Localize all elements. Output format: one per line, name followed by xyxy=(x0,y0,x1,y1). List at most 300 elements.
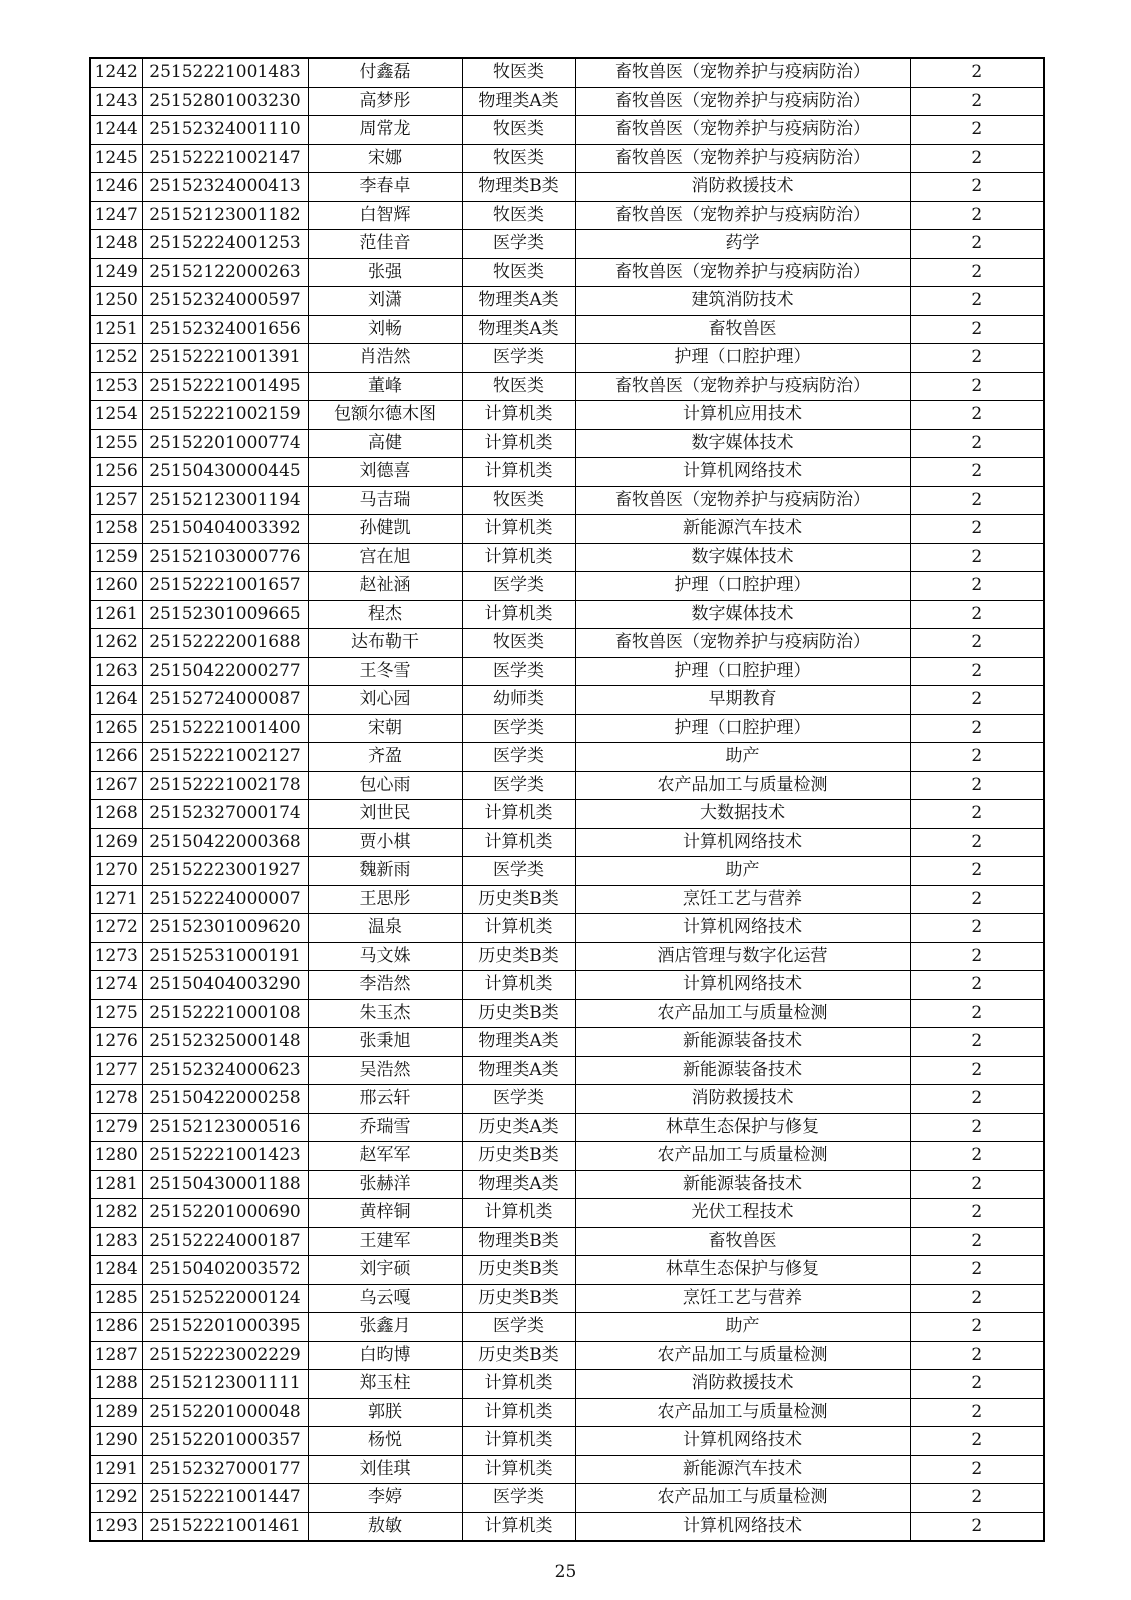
major-cell: 助产 xyxy=(575,1313,910,1342)
table-row xyxy=(90,372,1044,401)
count-cell: 2 xyxy=(910,458,1044,487)
category-cell: 计算机类 xyxy=(462,914,575,943)
count-cell: 2 xyxy=(910,116,1044,145)
count-cell: 2 xyxy=(910,1370,1044,1399)
row-number-cell: 1289 xyxy=(90,1398,142,1427)
major-cell: 计算机网络技术 xyxy=(575,458,910,487)
category-cell: 计算机类 xyxy=(462,600,575,629)
category-cell: 医学类 xyxy=(462,714,575,743)
major-cell: 药学 xyxy=(575,230,910,259)
exam-id-cell: 25152801003230 xyxy=(142,87,308,116)
row-number-cell: 1258 xyxy=(90,515,142,544)
major-cell: 农产品加工与质量检测 xyxy=(575,1484,910,1513)
row-number-cell: 1246 xyxy=(90,173,142,202)
table-row xyxy=(90,429,1044,458)
count-cell: 2 xyxy=(910,1199,1044,1228)
name-cell: 程杰 xyxy=(308,600,462,629)
row-number-cell: 1262 xyxy=(90,629,142,658)
name-cell: 刘潇 xyxy=(308,287,462,316)
exam-id-cell: 25152201000690 xyxy=(142,1199,308,1228)
count-cell: 2 xyxy=(910,1170,1044,1199)
count-cell: 2 xyxy=(910,1512,1044,1541)
major-cell: 新能源汽车技术 xyxy=(575,1455,910,1484)
name-cell: 王建军 xyxy=(308,1227,462,1256)
category-cell: 历史类B类 xyxy=(462,999,575,1028)
exam-id-cell: 25152221002147 xyxy=(142,144,308,173)
table-row xyxy=(90,58,1044,87)
name-cell: 黄梓铜 xyxy=(308,1199,462,1228)
count-cell: 2 xyxy=(910,572,1044,601)
table-row xyxy=(90,201,1044,230)
major-cell: 畜牧兽医（宠物养护与疫病防治） xyxy=(575,372,910,401)
major-cell: 护理（口腔护理） xyxy=(575,657,910,686)
count-cell: 2 xyxy=(910,515,1044,544)
count-cell: 2 xyxy=(910,1284,1044,1313)
exam-id-cell: 25150422000368 xyxy=(142,828,308,857)
row-number-cell: 1263 xyxy=(90,657,142,686)
category-cell: 牧医类 xyxy=(462,486,575,515)
row-number-cell: 1272 xyxy=(90,914,142,943)
name-cell: 刘畅 xyxy=(308,315,462,344)
row-number-cell: 1267 xyxy=(90,771,142,800)
table-row xyxy=(90,686,1044,715)
name-cell: 马文姝 xyxy=(308,942,462,971)
exam-id-cell: 25152221002159 xyxy=(142,401,308,430)
count-cell: 2 xyxy=(910,600,1044,629)
exam-id-cell: 25152221001400 xyxy=(142,714,308,743)
major-cell: 消防救援技术 xyxy=(575,1370,910,1399)
name-cell: 达布勒干 xyxy=(308,629,462,658)
name-cell: 周常龙 xyxy=(308,116,462,145)
category-cell: 计算机类 xyxy=(462,401,575,430)
major-cell: 早期教育 xyxy=(575,686,910,715)
row-number-cell: 1252 xyxy=(90,344,142,373)
count-cell: 2 xyxy=(910,1227,1044,1256)
count-cell: 2 xyxy=(910,87,1044,116)
major-cell: 助产 xyxy=(575,857,910,886)
exam-id-cell: 25152123000516 xyxy=(142,1113,308,1142)
count-cell: 2 xyxy=(910,258,1044,287)
row-number-cell: 1265 xyxy=(90,714,142,743)
exam-id-cell: 25150404003392 xyxy=(142,515,308,544)
category-cell: 计算机类 xyxy=(462,458,575,487)
category-cell: 牧医类 xyxy=(462,144,575,173)
major-cell: 畜牧兽医（宠物养护与疫病防治） xyxy=(575,144,910,173)
count-cell: 2 xyxy=(910,743,1044,772)
category-cell: 物理类A类 xyxy=(462,87,575,116)
category-cell: 物理类A类 xyxy=(462,287,575,316)
table-row xyxy=(90,173,1044,202)
row-number-cell: 1245 xyxy=(90,144,142,173)
name-cell: 白昀博 xyxy=(308,1341,462,1370)
category-cell: 计算机类 xyxy=(462,800,575,829)
count-cell: 2 xyxy=(910,800,1044,829)
table-row xyxy=(90,315,1044,344)
name-cell: 宫在旭 xyxy=(308,543,462,572)
exam-id-cell: 25152123001182 xyxy=(142,201,308,230)
table-row xyxy=(90,287,1044,316)
exam-id-cell: 25152324001110 xyxy=(142,116,308,145)
row-number-cell: 1278 xyxy=(90,1085,142,1114)
major-cell: 计算机应用技术 xyxy=(575,401,910,430)
page-number: 25 xyxy=(554,1562,577,1582)
exam-id-cell: 25150402003572 xyxy=(142,1256,308,1285)
exam-id-cell: 25152223002229 xyxy=(142,1341,308,1370)
major-cell: 消防救援技术 xyxy=(575,1085,910,1114)
table-row xyxy=(90,1028,1044,1057)
row-number-cell: 1266 xyxy=(90,743,142,772)
major-cell: 计算机网络技术 xyxy=(575,828,910,857)
count-cell: 2 xyxy=(910,1056,1044,1085)
name-cell: 包心雨 xyxy=(308,771,462,800)
row-number-cell: 1250 xyxy=(90,287,142,316)
count-cell: 2 xyxy=(910,173,1044,202)
table-row xyxy=(90,1199,1044,1228)
count-cell: 2 xyxy=(910,686,1044,715)
category-cell: 物理类A类 xyxy=(462,1028,575,1057)
name-cell: 李浩然 xyxy=(308,971,462,1000)
row-number-cell: 1280 xyxy=(90,1142,142,1171)
major-cell: 畜牧兽医（宠物养护与疫病防治） xyxy=(575,116,910,145)
table-row xyxy=(90,971,1044,1000)
table-row xyxy=(90,116,1044,145)
table-row xyxy=(90,1313,1044,1342)
exam-id-cell: 25152327000177 xyxy=(142,1455,308,1484)
name-cell: 宋娜 xyxy=(308,144,462,173)
count-cell: 2 xyxy=(910,885,1044,914)
exam-id-cell: 25152724000087 xyxy=(142,686,308,715)
exam-id-cell: 25152224000007 xyxy=(142,885,308,914)
count-cell: 2 xyxy=(910,714,1044,743)
table-row xyxy=(90,914,1044,943)
name-cell: 白智辉 xyxy=(308,201,462,230)
table-row xyxy=(90,344,1044,373)
count-cell: 2 xyxy=(910,914,1044,943)
count-cell: 2 xyxy=(910,344,1044,373)
table-row xyxy=(90,657,1044,686)
table-row xyxy=(90,401,1044,430)
table-row xyxy=(90,1455,1044,1484)
major-cell: 畜牧兽医（宠物养护与疫病防治） xyxy=(575,486,910,515)
name-cell: 赵祉涵 xyxy=(308,572,462,601)
exam-id-cell: 25150430000445 xyxy=(142,458,308,487)
category-cell: 计算机类 xyxy=(462,1199,575,1228)
table-row xyxy=(90,600,1044,629)
row-number-cell: 1288 xyxy=(90,1370,142,1399)
exam-id-cell: 25152327000174 xyxy=(142,800,308,829)
count-cell: 2 xyxy=(910,486,1044,515)
table-row xyxy=(90,800,1044,829)
count-cell: 2 xyxy=(910,942,1044,971)
count-cell: 2 xyxy=(910,1398,1044,1427)
major-cell: 酒店管理与数字化运营 xyxy=(575,942,910,971)
row-number-cell: 1284 xyxy=(90,1256,142,1285)
table-row xyxy=(90,1512,1044,1541)
major-cell: 数字媒体技术 xyxy=(575,600,910,629)
major-cell: 畜牧兽医（宠物养护与疫病防治） xyxy=(575,58,910,87)
table-row xyxy=(90,714,1044,743)
category-cell: 牧医类 xyxy=(462,258,575,287)
table-row xyxy=(90,515,1044,544)
count-cell: 2 xyxy=(910,771,1044,800)
name-cell: 刘德喜 xyxy=(308,458,462,487)
count-cell: 2 xyxy=(910,1085,1044,1114)
count-cell: 2 xyxy=(910,201,1044,230)
name-cell: 肖浩然 xyxy=(308,344,462,373)
major-cell: 大数据技术 xyxy=(575,800,910,829)
category-cell: 医学类 xyxy=(462,657,575,686)
row-number-cell: 1287 xyxy=(90,1341,142,1370)
row-number-cell: 1243 xyxy=(90,87,142,116)
count-cell: 2 xyxy=(910,1028,1044,1057)
exam-id-cell: 25152325000148 xyxy=(142,1028,308,1057)
count-cell: 2 xyxy=(910,144,1044,173)
name-cell: 李春卓 xyxy=(308,173,462,202)
name-cell: 孙健凯 xyxy=(308,515,462,544)
name-cell: 郭朕 xyxy=(308,1398,462,1427)
major-cell: 农产品加工与质量检测 xyxy=(575,771,910,800)
major-cell: 新能源装备技术 xyxy=(575,1170,910,1199)
exam-id-cell: 25152221001495 xyxy=(142,372,308,401)
count-cell: 2 xyxy=(910,429,1044,458)
exam-id-cell: 25152522000124 xyxy=(142,1284,308,1313)
table-row xyxy=(90,543,1044,572)
row-number-cell: 1276 xyxy=(90,1028,142,1057)
name-cell: 宋朝 xyxy=(308,714,462,743)
category-cell: 医学类 xyxy=(462,771,575,800)
category-cell: 牧医类 xyxy=(462,372,575,401)
category-cell: 计算机类 xyxy=(462,1370,575,1399)
count-cell: 2 xyxy=(910,657,1044,686)
table-body xyxy=(90,58,1044,1541)
name-cell: 刘世民 xyxy=(308,800,462,829)
row-number-cell: 1248 xyxy=(90,230,142,259)
category-cell: 物理类A类 xyxy=(462,315,575,344)
table-row xyxy=(90,999,1044,1028)
row-number-cell: 1255 xyxy=(90,429,142,458)
category-cell: 计算机类 xyxy=(462,1455,575,1484)
row-number-cell: 1268 xyxy=(90,800,142,829)
category-cell: 牧医类 xyxy=(462,201,575,230)
category-cell: 历史类A类 xyxy=(462,1113,575,1142)
exam-id-cell: 25152201000395 xyxy=(142,1313,308,1342)
count-cell: 2 xyxy=(910,1313,1044,1342)
major-cell: 数字媒体技术 xyxy=(575,429,910,458)
row-number-cell: 1257 xyxy=(90,486,142,515)
row-number-cell: 1291 xyxy=(90,1455,142,1484)
exam-id-cell: 25152221002178 xyxy=(142,771,308,800)
table-row xyxy=(90,230,1044,259)
name-cell: 张鑫月 xyxy=(308,1313,462,1342)
name-cell: 付鑫磊 xyxy=(308,58,462,87)
major-cell: 计算机网络技术 xyxy=(575,914,910,943)
name-cell: 王冬雪 xyxy=(308,657,462,686)
name-cell: 高健 xyxy=(308,429,462,458)
exam-id-cell: 25152221001447 xyxy=(142,1484,308,1513)
row-number-cell: 1259 xyxy=(90,543,142,572)
table-row xyxy=(90,87,1044,116)
name-cell: 刘佳琪 xyxy=(308,1455,462,1484)
row-number-cell: 1277 xyxy=(90,1056,142,1085)
table-row xyxy=(90,1284,1044,1313)
table-row xyxy=(90,1170,1044,1199)
category-cell: 历史类B类 xyxy=(462,1341,575,1370)
name-cell: 包额尔德木图 xyxy=(308,401,462,430)
category-cell: 计算机类 xyxy=(462,1398,575,1427)
category-cell: 幼师类 xyxy=(462,686,575,715)
category-cell: 计算机类 xyxy=(462,971,575,1000)
row-number-cell: 1275 xyxy=(90,999,142,1028)
category-cell: 计算机类 xyxy=(462,1512,575,1541)
table-row xyxy=(90,771,1044,800)
category-cell: 历史类B类 xyxy=(462,1284,575,1313)
count-cell: 2 xyxy=(910,1455,1044,1484)
major-cell: 畜牧兽医（宠物养护与疫病防治） xyxy=(575,87,910,116)
table-row xyxy=(90,1341,1044,1370)
name-cell: 乌云嘎 xyxy=(308,1284,462,1313)
exam-id-cell: 25152223001927 xyxy=(142,857,308,886)
name-cell: 张强 xyxy=(308,258,462,287)
exam-id-cell: 25152324001656 xyxy=(142,315,308,344)
major-cell: 护理（口腔护理） xyxy=(575,572,910,601)
major-cell: 林草生态保护与修复 xyxy=(575,1256,910,1285)
exam-id-cell: 25152224001253 xyxy=(142,230,308,259)
name-cell: 李婷 xyxy=(308,1484,462,1513)
count-cell: 2 xyxy=(910,1256,1044,1285)
major-cell: 助产 xyxy=(575,743,910,772)
name-cell: 刘宇硕 xyxy=(308,1256,462,1285)
major-cell: 畜牧兽医（宠物养护与疫病防治） xyxy=(575,629,910,658)
major-cell: 新能源装备技术 xyxy=(575,1056,910,1085)
category-cell: 医学类 xyxy=(462,857,575,886)
exam-id-cell: 25152224000187 xyxy=(142,1227,308,1256)
major-cell: 烹饪工艺与营养 xyxy=(575,1284,910,1313)
count-cell: 2 xyxy=(910,971,1044,1000)
major-cell: 农产品加工与质量检测 xyxy=(575,1341,910,1370)
major-cell: 计算机网络技术 xyxy=(575,971,910,1000)
name-cell: 吴浩然 xyxy=(308,1056,462,1085)
name-cell: 魏新雨 xyxy=(308,857,462,886)
row-number-cell: 1293 xyxy=(90,1512,142,1541)
row-number-cell: 1251 xyxy=(90,315,142,344)
name-cell: 马吉瑞 xyxy=(308,486,462,515)
exam-id-cell: 25152221002127 xyxy=(142,743,308,772)
category-cell: 历史类B类 xyxy=(462,1142,575,1171)
row-number-cell: 1253 xyxy=(90,372,142,401)
name-cell: 郑玉柱 xyxy=(308,1370,462,1399)
count-cell: 2 xyxy=(910,1484,1044,1513)
major-cell: 烹饪工艺与营养 xyxy=(575,885,910,914)
count-cell: 2 xyxy=(910,58,1044,87)
major-cell: 计算机网络技术 xyxy=(575,1512,910,1541)
name-cell: 张赫洋 xyxy=(308,1170,462,1199)
count-cell: 2 xyxy=(910,287,1044,316)
exam-id-cell: 25152221001423 xyxy=(142,1142,308,1171)
name-cell: 高梦彤 xyxy=(308,87,462,116)
table-row xyxy=(90,1427,1044,1456)
exam-id-cell: 25152301009620 xyxy=(142,914,308,943)
major-cell: 消防救援技术 xyxy=(575,173,910,202)
count-cell: 2 xyxy=(910,543,1044,572)
table-row xyxy=(90,1227,1044,1256)
exam-id-cell: 25152103000776 xyxy=(142,543,308,572)
row-number-cell: 1249 xyxy=(90,258,142,287)
exam-id-cell: 25152221001391 xyxy=(142,344,308,373)
table-row xyxy=(90,743,1044,772)
count-cell: 2 xyxy=(910,372,1044,401)
exam-id-cell: 25152221001483 xyxy=(142,58,308,87)
category-cell: 物理类A类 xyxy=(462,1170,575,1199)
row-number-cell: 1290 xyxy=(90,1427,142,1456)
count-cell: 2 xyxy=(910,1427,1044,1456)
count-cell: 2 xyxy=(910,1113,1044,1142)
name-cell: 张秉旭 xyxy=(308,1028,462,1057)
name-cell: 王思彤 xyxy=(308,885,462,914)
exam-id-cell: 25152201000357 xyxy=(142,1427,308,1456)
major-cell: 畜牧兽医（宠物养护与疫病防治） xyxy=(575,258,910,287)
major-cell: 畜牧兽医（宠物养护与疫病防治） xyxy=(575,201,910,230)
table-row xyxy=(90,572,1044,601)
exam-id-cell: 25150404003290 xyxy=(142,971,308,1000)
row-number-cell: 1254 xyxy=(90,401,142,430)
row-number-cell: 1273 xyxy=(90,942,142,971)
exam-id-cell: 25152324000597 xyxy=(142,287,308,316)
exam-id-cell: 25152221001657 xyxy=(142,572,308,601)
count-cell: 2 xyxy=(910,999,1044,1028)
table-row xyxy=(90,885,1044,914)
exam-id-cell: 25150430001188 xyxy=(142,1170,308,1199)
table-row xyxy=(90,486,1044,515)
name-cell: 贾小棋 xyxy=(308,828,462,857)
major-cell: 农产品加工与质量检测 xyxy=(575,1398,910,1427)
table-row xyxy=(90,1256,1044,1285)
row-number-cell: 1270 xyxy=(90,857,142,886)
category-cell: 计算机类 xyxy=(462,515,575,544)
admission-list-table xyxy=(89,57,1045,1542)
row-number-cell: 1256 xyxy=(90,458,142,487)
count-cell: 2 xyxy=(910,401,1044,430)
category-cell: 计算机类 xyxy=(462,429,575,458)
major-cell: 新能源汽车技术 xyxy=(575,515,910,544)
category-cell: 医学类 xyxy=(462,572,575,601)
category-cell: 医学类 xyxy=(462,230,575,259)
row-number-cell: 1281 xyxy=(90,1170,142,1199)
row-number-cell: 1242 xyxy=(90,58,142,87)
major-cell: 数字媒体技术 xyxy=(575,543,910,572)
category-cell: 医学类 xyxy=(462,1313,575,1342)
exam-id-cell: 25152201000774 xyxy=(142,429,308,458)
row-number-cell: 1271 xyxy=(90,885,142,914)
name-cell: 赵军军 xyxy=(308,1142,462,1171)
exam-id-cell: 25152122000263 xyxy=(142,258,308,287)
count-cell: 2 xyxy=(910,828,1044,857)
table-row xyxy=(90,629,1044,658)
table-row xyxy=(90,1398,1044,1427)
category-cell: 物理类A类 xyxy=(462,1056,575,1085)
category-cell: 牧医类 xyxy=(462,116,575,145)
table-row xyxy=(90,1484,1044,1513)
name-cell: 朱玉杰 xyxy=(308,999,462,1028)
category-cell: 计算机类 xyxy=(462,828,575,857)
major-cell: 畜牧兽医 xyxy=(575,315,910,344)
exam-id-cell: 25152324000623 xyxy=(142,1056,308,1085)
row-number-cell: 1279 xyxy=(90,1113,142,1142)
table-row xyxy=(90,828,1044,857)
category-cell: 牧医类 xyxy=(462,58,575,87)
count-cell: 2 xyxy=(910,1341,1044,1370)
table-row xyxy=(90,857,1044,886)
exam-id-cell: 25152221001461 xyxy=(142,1512,308,1541)
